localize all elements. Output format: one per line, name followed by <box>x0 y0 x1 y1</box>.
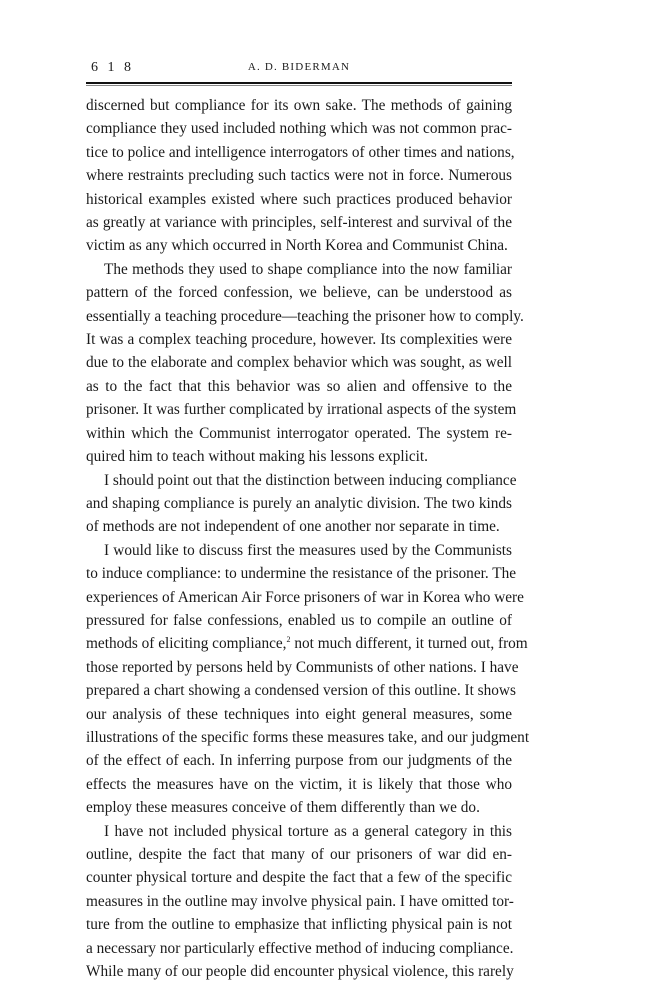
text-line: discerned but compliance for its own sake. The methods of gaining <box>86 97 512 114</box>
text-line: It was a complex teaching procedure, however. Its complexities were <box>86 331 512 349</box>
text-line: victim as any which occurred in North Korea and Communist China. <box>86 237 508 255</box>
text-line: illustrations of the specific forms these measures take, and our judgment <box>86 728 530 746</box>
text-line: prisoner. It was further complicated by irrational aspects of the system <box>86 401 517 419</box>
text-line: those reported by persons held by Communists of other nations. I have <box>86 658 519 676</box>
text-line: effects the measures have on the victim, it is likely that those who <box>86 775 512 793</box>
footnote-marker[interactable]: 2 <box>286 635 291 645</box>
body-text <box>86 94 530 983</box>
text-line: due to the elaborate and complex behavior which was sought, as well <box>86 354 512 372</box>
book-page <box>86 58 530 983</box>
text-line: prepared a chart showing a condensed version of this outline. It shows <box>86 682 516 700</box>
text-line: ture from the outline to emphasize that inflicting physical pain is not <box>86 916 512 934</box>
text-line-with-footnote <box>86 632 528 655</box>
text-line: I have not included physical torture as a general category in this <box>104 822 512 840</box>
text-line: employ these measures conceive of them differently than we do. <box>86 799 480 817</box>
text-line: outline, despite the fact that many of our prisoners of war did en- <box>86 846 512 863</box>
header-rule-thin <box>86 85 512 86</box>
text-line: of the effect of each. In inferring purpose from our judgments of the <box>86 752 512 770</box>
text-line: our analysis of these techniques into eight general measures, some <box>86 705 512 723</box>
text-line: counter physical torture and despite the fact that a few of the specific <box>86 869 512 887</box>
text-line: where restraints precluding such tactics were not in force. Numerous <box>86 167 512 185</box>
text-line: I would like to discuss first the measures used by the Communists <box>104 541 512 559</box>
text-line: I should point out that the distinction between inducing compliance <box>104 471 517 489</box>
text-line: pattern of the forced confession, we believe, can be understood as <box>86 284 512 302</box>
text-line: measures in the outline may involve physical pain. I have omitted tor- <box>86 892 514 910</box>
paragraph-3 <box>86 469 517 539</box>
text-fragment: methods of eliciting compliance, <box>86 635 287 653</box>
text-line: quired him to teach without making his lessons explicit. <box>86 448 429 466</box>
header-rule-thick <box>86 82 512 84</box>
text-line: experiences of American Air Force prisoners of war in Korea who were <box>86 588 524 606</box>
text-line: pressured for false confessions, enabled us to compile an outline of <box>86 611 512 629</box>
text-line: a necessary nor particularly effective method of inducing compliance. <box>86 939 514 957</box>
text-line: tice to police and intelligence interrogators of other times and nations, <box>86 143 515 161</box>
text-line: as to the fact that this behavior was so alien and offensive to the <box>86 377 512 395</box>
running-title: A. D. BIDERMAN <box>247 61 351 73</box>
text-fragment: not much different, it turned out, from <box>290 635 528 653</box>
text-line: The methods they used to shape compliance into the now familiar <box>104 260 512 278</box>
paragraph-2 <box>86 258 524 469</box>
page-number: 6 1 8 <box>91 60 134 75</box>
paragraph-5 <box>86 820 512 984</box>
paragraph-1 <box>86 94 515 258</box>
text-line: compliance they used included nothing which was not common prac- <box>86 120 512 138</box>
text-line: of methods are not independent of one another nor separate in time. <box>86 518 500 536</box>
text-line: While many of our people did encounter physical violence, this rarely <box>86 963 514 981</box>
running-head <box>86 58 512 80</box>
text-line: historical examples existed where such practices produced behavior <box>86 190 512 208</box>
text-line: within which the Communist interrogator operated. The system re- <box>86 424 512 442</box>
text-line: essentially a teaching procedure—teaching the prisoner how to comply. <box>86 307 524 325</box>
paragraph-4 <box>86 539 530 820</box>
text-line: and shaping compliance is purely an analytic division. The two kinds <box>86 494 512 512</box>
text-line: as greatly at variance with principles, self-interest and survival of the <box>86 214 512 232</box>
text-line: to induce compliance: to undermine the resistance of the prisoner. The <box>86 565 517 583</box>
